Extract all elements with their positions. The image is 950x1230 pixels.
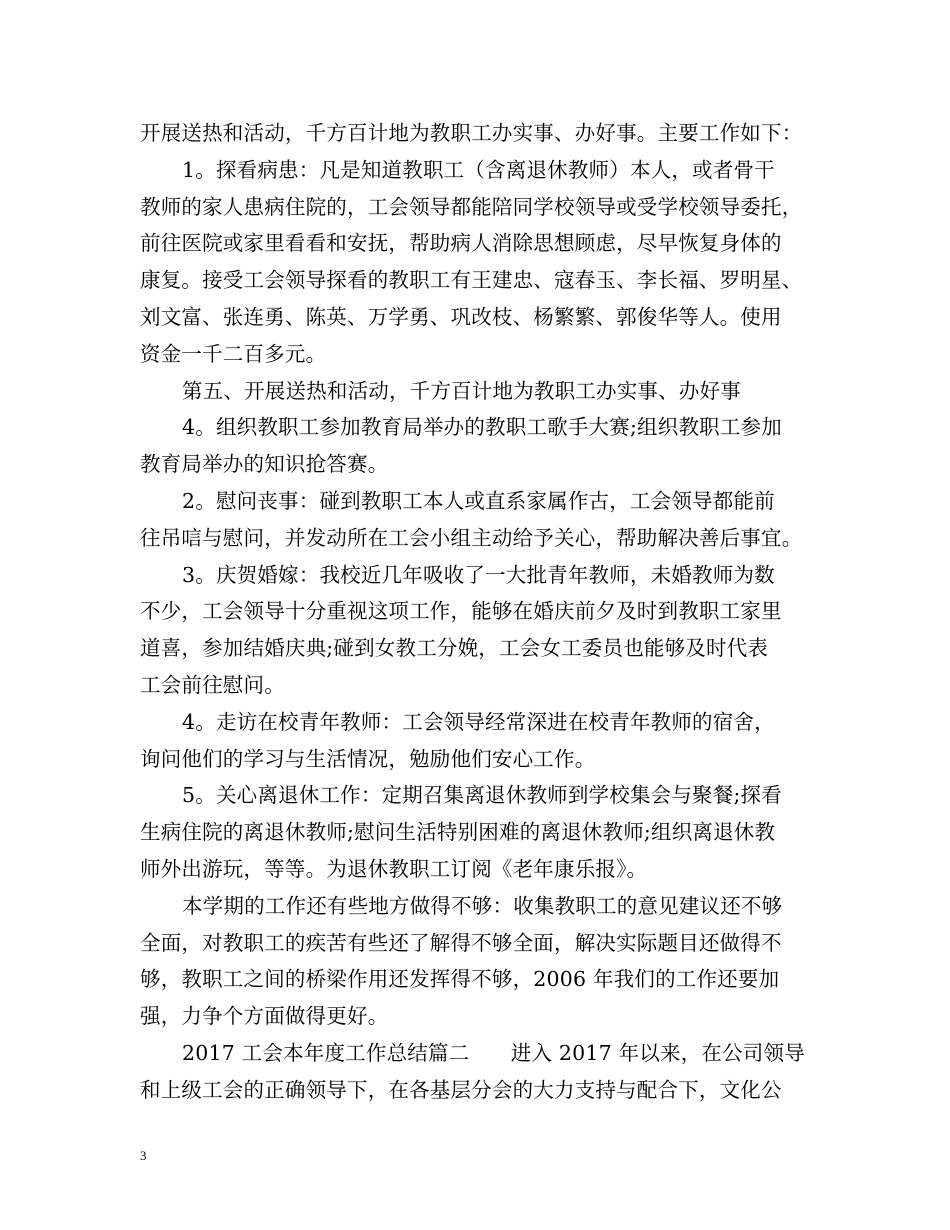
text-line: 生病住院的离退休教师;慰问生活特别困难的离退休教师;组织离退休教 xyxy=(140,820,776,845)
text-line: 全面，对教职工的疾苦有些还了解得不够全面，解决实际题目还做得不 xyxy=(140,930,782,955)
text-line: 师外出游玩，等等。为退休教职工订阅《老年康乐报》。 xyxy=(140,856,648,881)
page-number: 3 xyxy=(140,1148,147,1163)
text-line: 往吊唁与慰问，并发动所在工会小组主动给予关心，帮助解决善后事宜。 xyxy=(140,525,803,550)
text-line: 不少，工会领导十分重视这项工作，能够在婚庆前夕及时到教职工家里 xyxy=(140,599,782,624)
text-line: 前往医院或家里看看和安抚，帮助病人消除思想顾虑，尽早恢复身体的 xyxy=(140,231,782,256)
text-line: 和上级工会的正确领导下，在各基层分会的大力支持与配合下，文化公 xyxy=(140,1077,782,1102)
text-line: 询问他们的学习与生活情况，勉励他们安心工作。 xyxy=(140,746,596,771)
text-line: 4。走访在校青年教师：工会领导经常深进在校青年教师的宿舍， xyxy=(182,709,775,734)
text-line: 第五、开展送热和活动，千方百计地为教职工办实事、办好事 xyxy=(182,378,741,403)
text-line: 道喜，参加结婚庆典;碰到女教工分娩，工会女工委员也能够及时代表 xyxy=(140,636,769,661)
text-line: 1。探看病患：凡是知道教职工（含离退休教师）本人，或者骨干 xyxy=(182,157,775,182)
text-line: 本学期的工作还有些地方做得不够：收集教职工的意见建议还不够 xyxy=(182,893,783,918)
text-line: 资金一千二百多元。 xyxy=(140,341,327,366)
text-line: 强，力争个方面做得更好。 xyxy=(140,1004,389,1029)
body-text xyxy=(140,115,830,1109)
text-line: 康复。接受工会领导探看的教职工有王建忠、寇春玉、李长福、罗明星、 xyxy=(140,268,803,293)
text-line: 刘文富、张连勇、陈英、万学勇、巩改枝、杨繁繁、郭俊华等人。使用 xyxy=(140,304,782,329)
text-line: 4。组织教职工参加教育局举办的教职工歌手大赛;组织教职工参加 xyxy=(182,415,782,440)
document-body xyxy=(140,115,830,1109)
text-line: 5。关心离退休工作：定期召集离退休教师到学校集会与聚餐;探看 xyxy=(182,783,782,808)
text-line: 2017 工会本年度工作总结篇二 进入 2017 年以来，在公司领导 xyxy=(182,1040,805,1065)
text-line: 2。慰问丧事：碰到教职工本人或直系家属作古，工会领导都能前 xyxy=(182,488,775,513)
text-line: 够，教职工之间的桥梁作用还发挥得不够，2006 年我们的工作还要加 xyxy=(140,967,780,992)
text-line: 工会前往慰问。 xyxy=(140,672,285,697)
text-line: 教育局举办的知识抢答赛。 xyxy=(140,452,389,477)
text-line: 教师的家人患病住院的，工会领导都能陪同学校领导或受学校领导委托， xyxy=(140,194,803,219)
text-line: 3。庆贺婚嫁：我校近几年吸收了一大批青年教师，未婚教师为数 xyxy=(182,562,775,587)
text-line: 开展送热和活动，千方百计地为教职工办实事、办好事。主要工作如下： xyxy=(140,121,803,145)
